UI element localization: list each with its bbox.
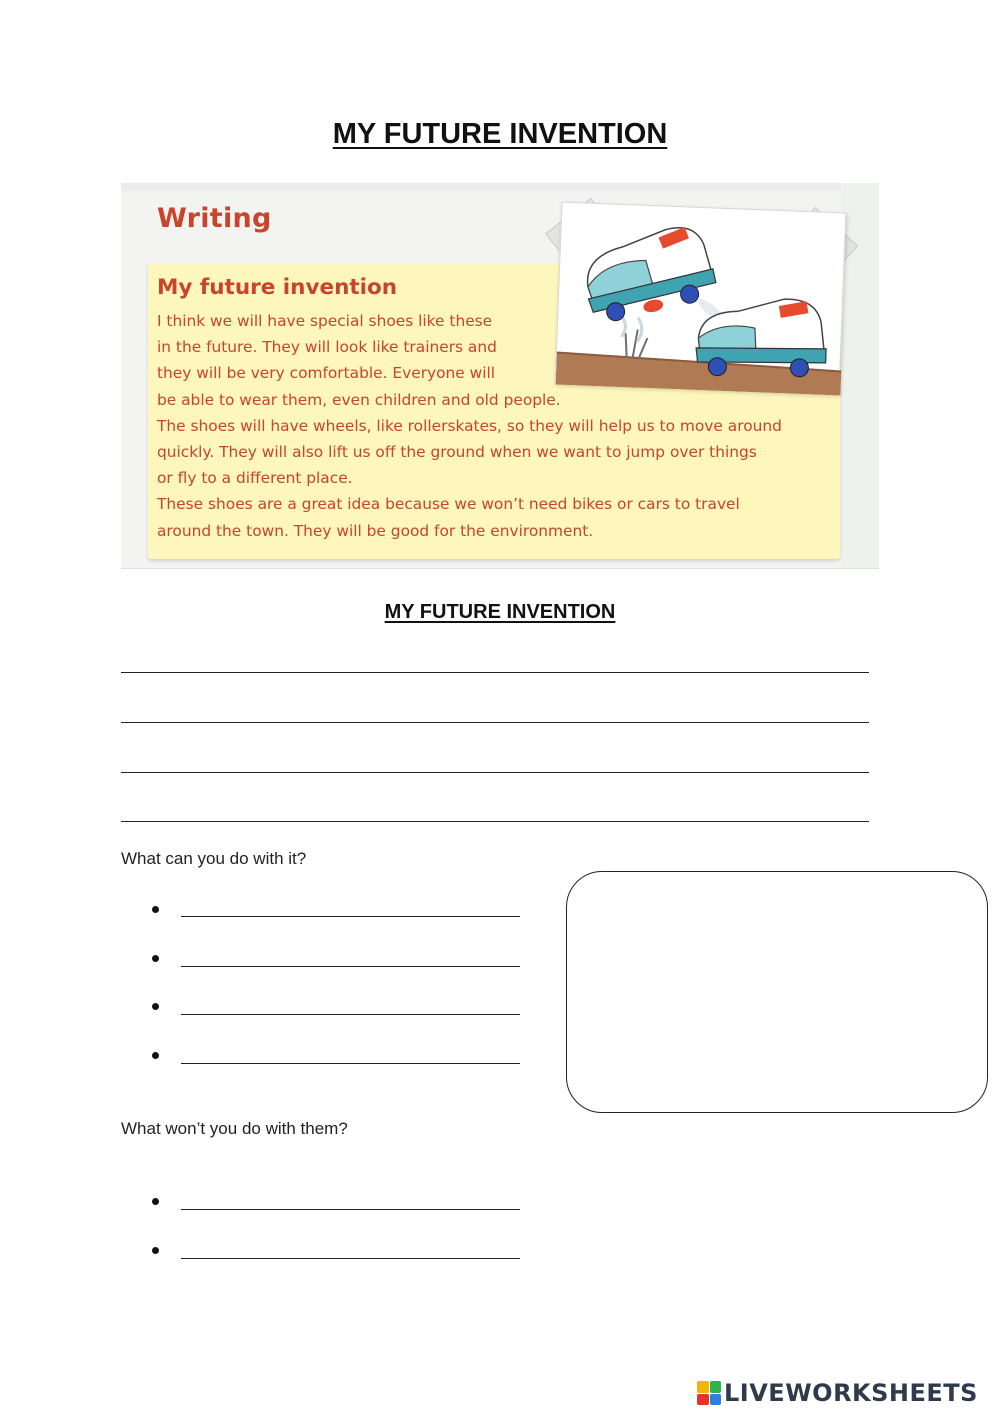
bullet-icon <box>152 1198 159 1205</box>
bullet-icon <box>152 1247 159 1254</box>
answer-line[interactable] <box>181 1014 520 1015</box>
model-text-title: My future invention <box>157 275 398 300</box>
model-text-line: quickly. They will also lift us off the ground when we want to jump over things <box>157 443 757 462</box>
answer-line[interactable] <box>181 916 520 917</box>
bullet-icon <box>152 1003 159 1010</box>
bullet-icon <box>152 955 159 962</box>
question-can-do: What can you do with it? <box>121 849 307 868</box>
page-title: MY FUTURE INVENTION <box>332 118 668 150</box>
writing-line[interactable] <box>121 772 869 773</box>
liveworksheets-watermark <box>697 1378 978 1408</box>
model-text-line: or fly to a different place. <box>157 469 353 488</box>
section-title: MY FUTURE INVENTION <box>384 601 616 623</box>
model-text-line: they will be very comfortable. Everyone will <box>157 364 496 383</box>
model-text-line: in the future. They will look like trainers and <box>157 338 497 357</box>
writing-line[interactable] <box>121 821 869 822</box>
drawing-box[interactable] <box>566 871 988 1113</box>
shoes-icon <box>556 203 848 396</box>
model-text-line: around the town. They will be good for the environment. <box>157 521 594 540</box>
question-wont-do: What won’t you do with them? <box>121 1119 348 1138</box>
answer-line[interactable] <box>181 1258 520 1259</box>
section-heading: Writing <box>157 203 272 234</box>
model-text-line: These shoes are a great idea because we won’t need bikes or cars to travel <box>157 495 740 514</box>
model-text-line: be able to wear them, even children and old people. <box>157 390 561 409</box>
bullet-icon <box>152 906 159 913</box>
writing-line[interactable] <box>121 672 869 673</box>
model-text-line: The shoes will have wheels, like rollerskates, so they will help us to move around <box>157 416 782 435</box>
watermark-text: LIVEWORKSHEETS <box>724 1379 978 1407</box>
flying-shoes-illustration <box>555 202 847 395</box>
answer-line[interactable] <box>181 1063 520 1064</box>
bullet-icon <box>152 1052 159 1059</box>
answer-line[interactable] <box>181 1209 520 1210</box>
model-text-line: I think we will have special shoes like these <box>157 312 493 330</box>
liveworksheets-logo-icon <box>697 1381 721 1405</box>
answer-line[interactable] <box>181 966 520 967</box>
writing-line[interactable] <box>121 722 869 723</box>
excerpt-top-band <box>121 183 879 191</box>
textbook-excerpt <box>121 183 879 568</box>
